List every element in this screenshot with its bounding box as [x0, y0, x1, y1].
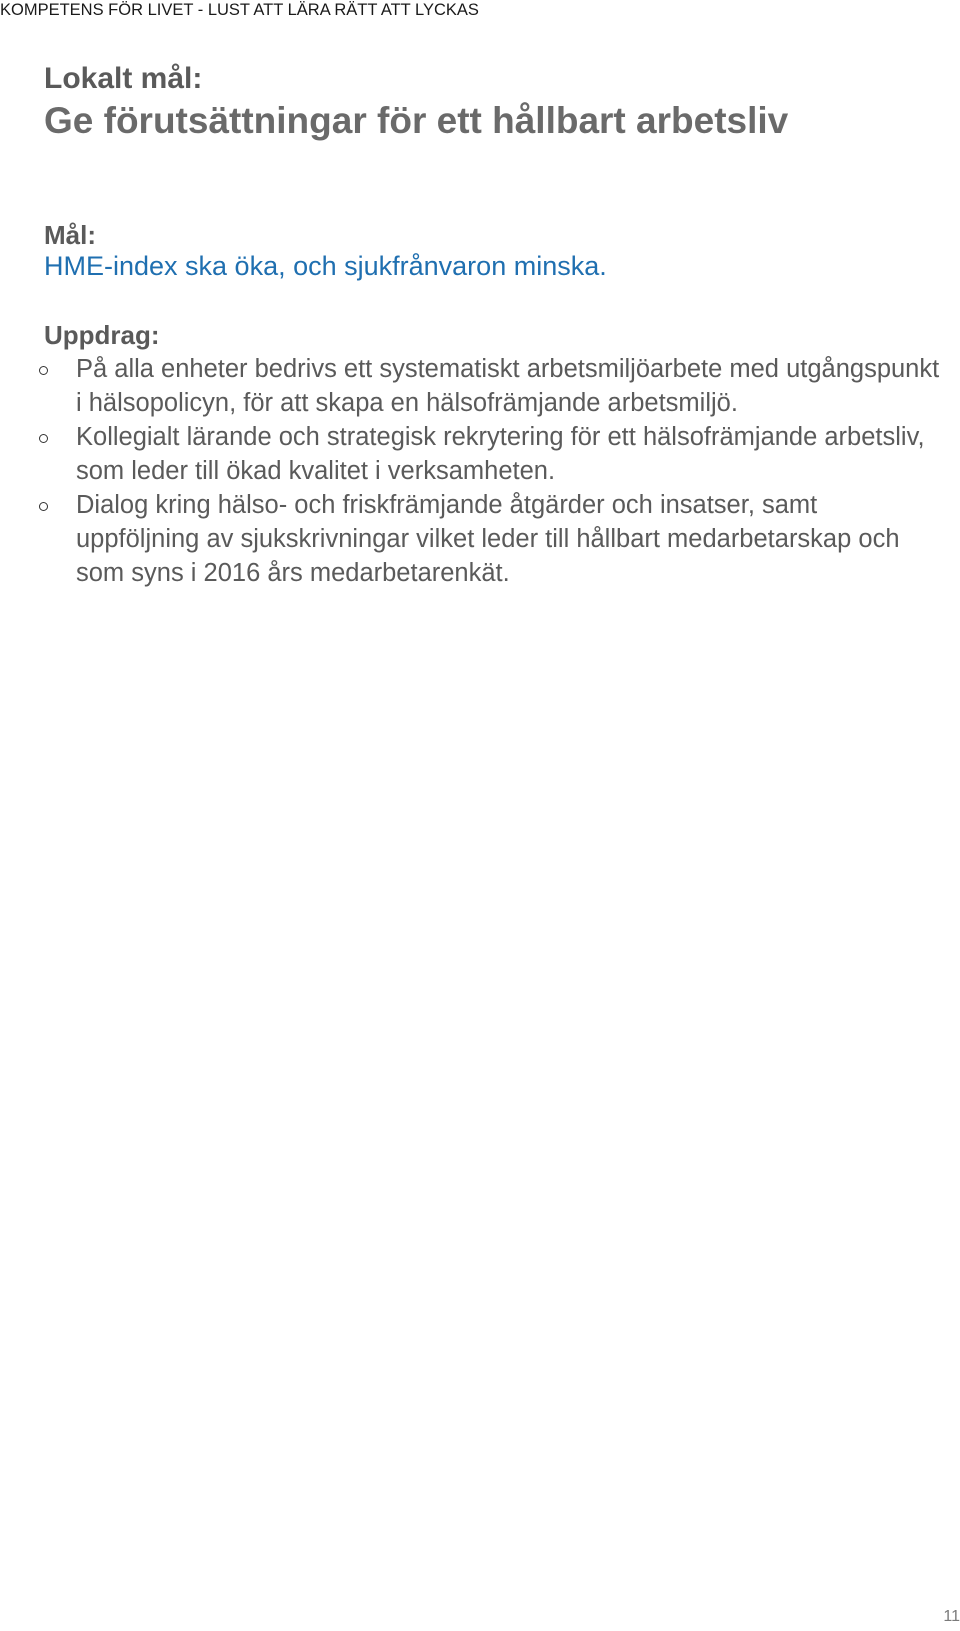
list-item: [0, 488, 960, 590]
mission-list: [0, 352, 960, 590]
list-item: [0, 352, 960, 420]
page-number: 11: [943, 1608, 960, 1625]
section-kicker: Lokalt mål:: [44, 62, 203, 95]
bullet-icon: [39, 434, 48, 443]
list-item-text: Dialog kring hälso- och friskfrämjande åtgärder och insatser, samt uppföljning av sjukskrivningar vilket leder till hållbart medarbetarskap och som syns i 2016 års medarbetarenkät.: [76, 491, 900, 587]
bullet-icon: [39, 502, 48, 511]
running-header: KOMPETENS FÖR LIVET - LUST ATT LÄRA RÄTT ATT LYCKAS: [0, 1, 479, 19]
list-item-text: På alla enheter bedrivs ett systematiskt arbetsmiljöarbete med utgångspunkt i hälsopolicyn, för att skapa en hälsofrämjande arbetsmiljö.: [76, 355, 940, 417]
list-item-text: Kollegialt lärande och strategisk rekrytering för ett hälsofrämjande arbetsliv, som leder till ökad kvalitet i verksamheten.: [76, 423, 925, 485]
page-title: Ge förutsättningar för ett hållbart arbetsliv: [44, 100, 789, 141]
mission-label: Uppdrag:: [44, 320, 160, 350]
goal-label: Mål:: [44, 220, 96, 250]
list-item: [0, 420, 960, 488]
bullet-icon: [39, 366, 48, 375]
goal-text: HME-index ska öka, och sjukfrånvaron minska.: [44, 251, 607, 281]
